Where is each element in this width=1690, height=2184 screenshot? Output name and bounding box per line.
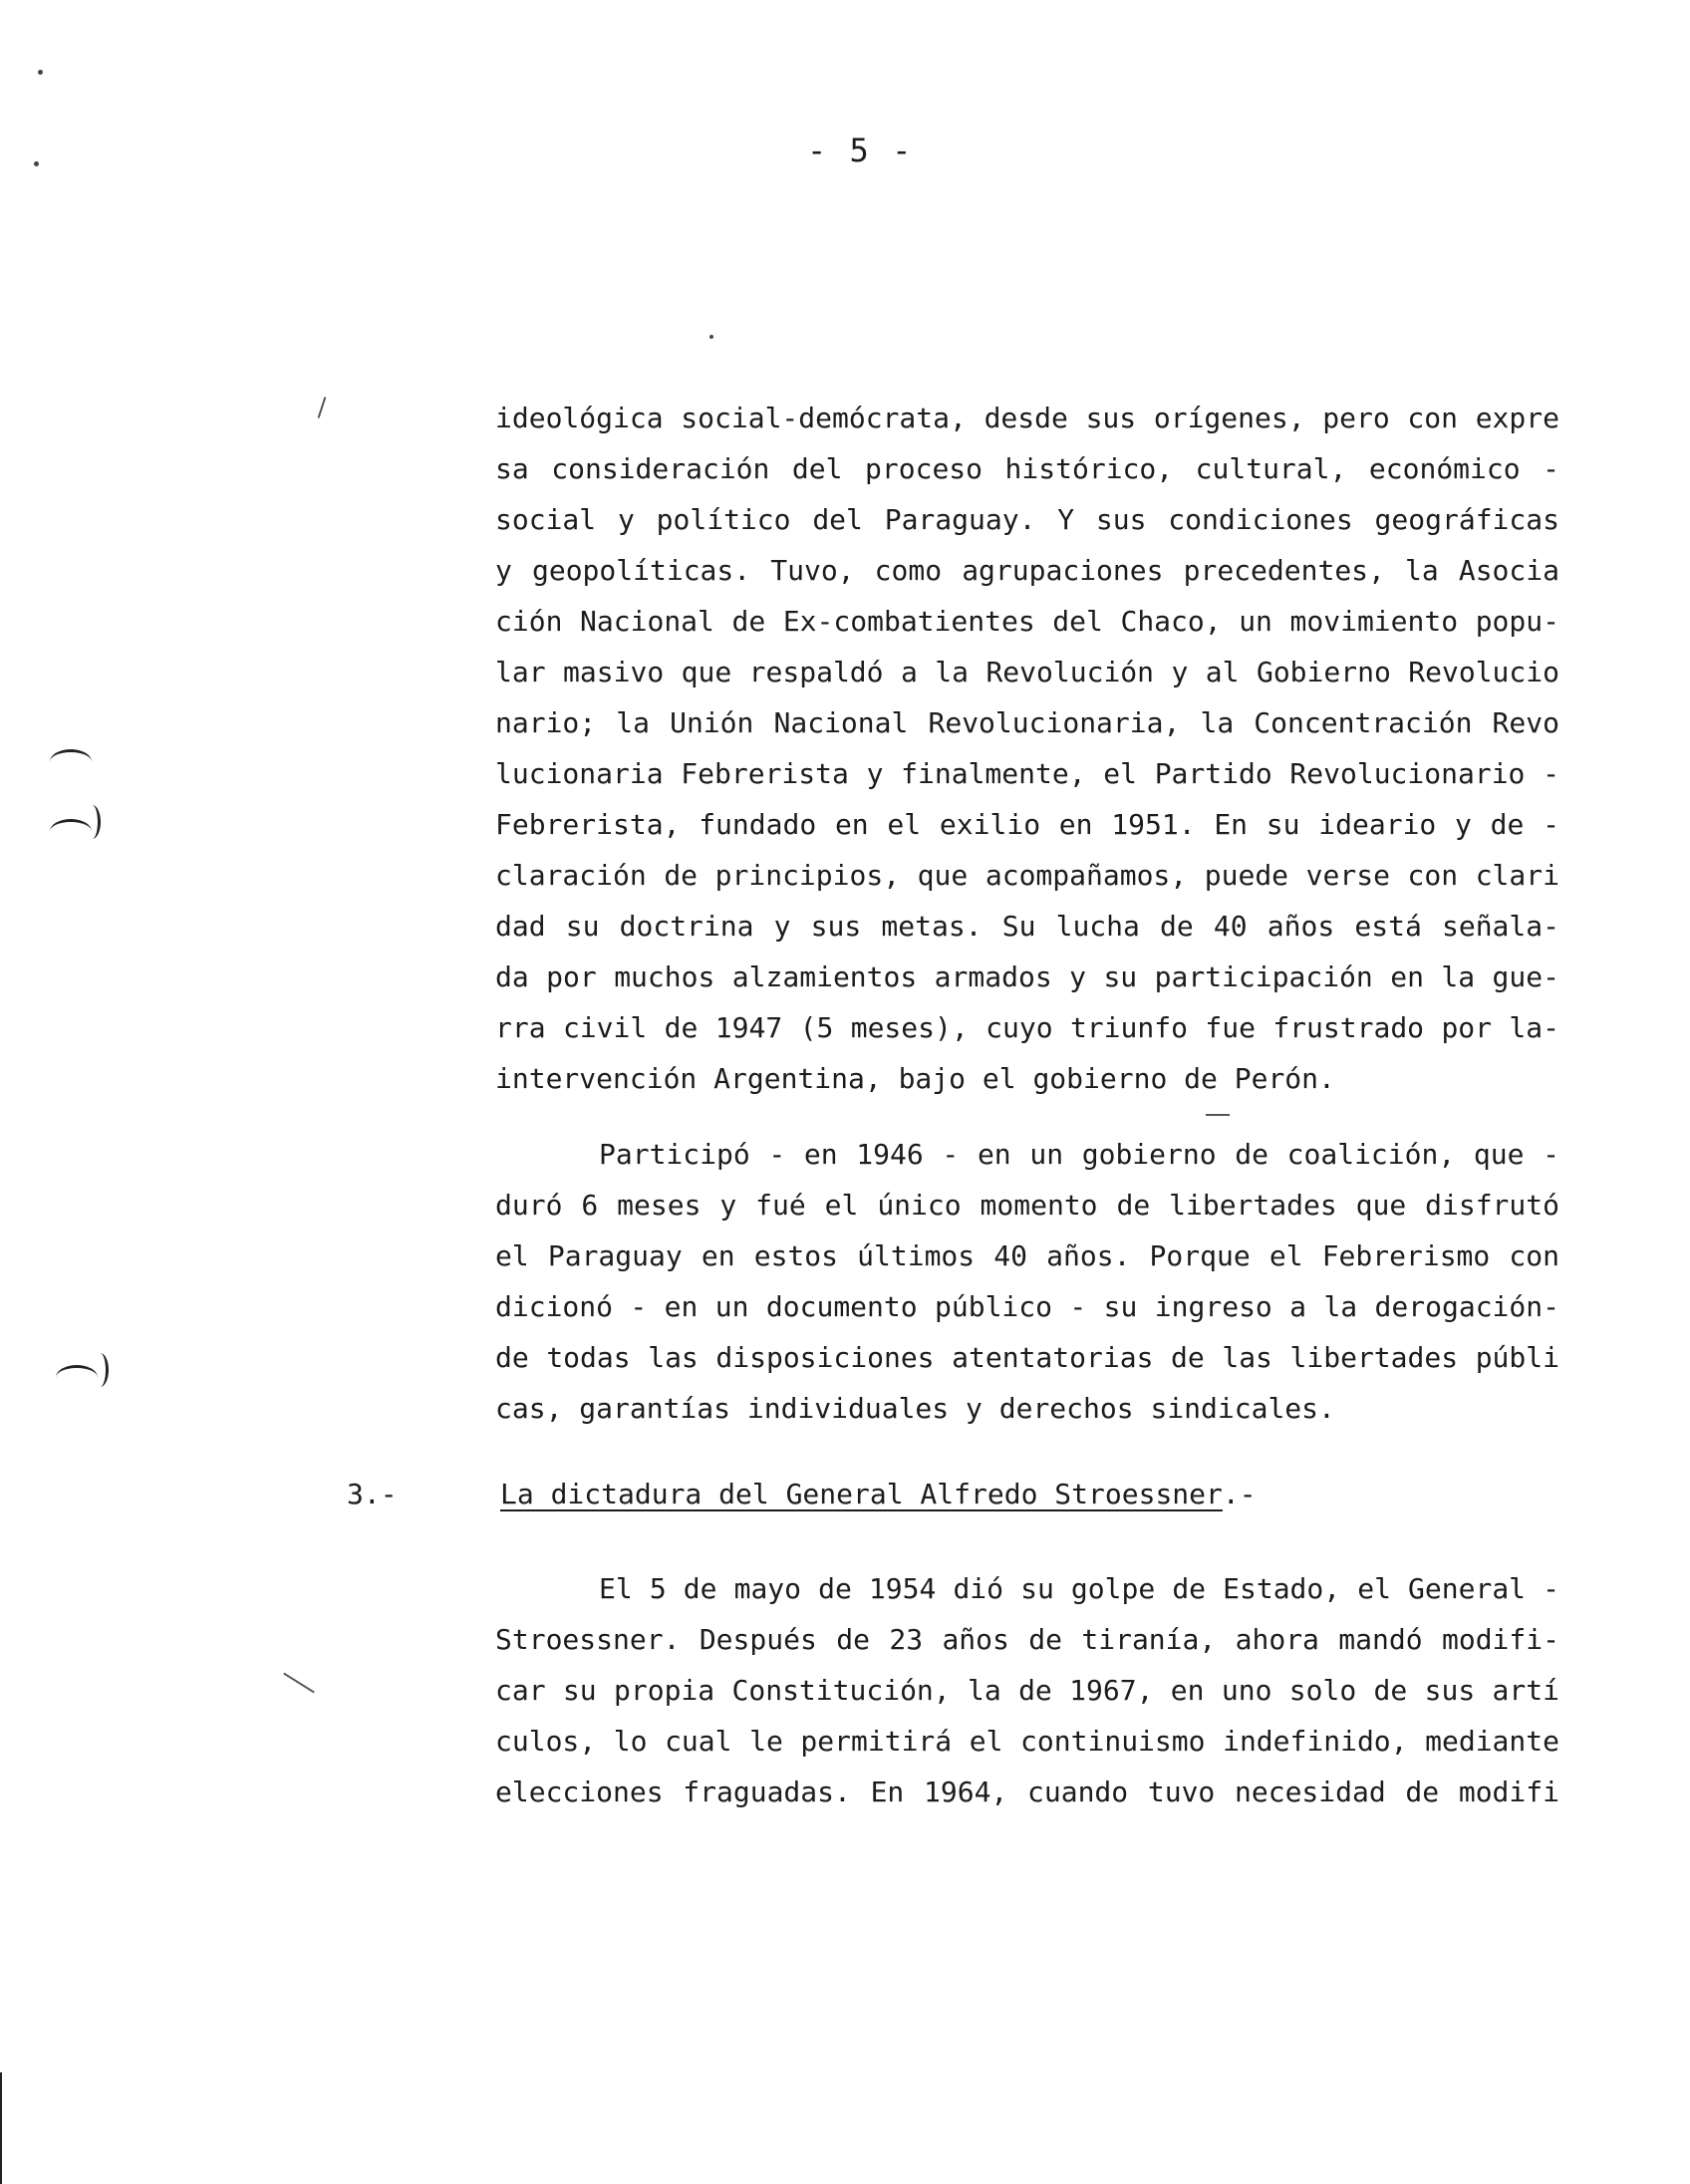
- scan-speck: [709, 335, 713, 339]
- text-line: rra civil de 1947 (5 meses), cuyo triunfo fue frustrado por la-: [495, 1011, 1559, 1044]
- scan-mark: [1206, 1114, 1230, 1116]
- text-line: ideológica social-demócrata, desde sus orígenes, pero con expre: [495, 402, 1559, 434]
- text-line: de todas las disposiciones atentatorias de las libertades públi: [495, 1341, 1559, 1374]
- scan-mark: [92, 1353, 109, 1387]
- section-heading: [500, 1469, 1257, 1519]
- text-line: intervención Argentina, bajo el gobierno de Perón.: [495, 1062, 1335, 1095]
- text-line: claración de principios, que acompañamos, puede verse con clari: [495, 859, 1559, 892]
- text-line: social y político del Paraguay. Y sus condiciones geográficas: [495, 503, 1559, 536]
- text-line: sa consideración del proceso histórico, cultural, económico -: [495, 452, 1559, 485]
- text-line: Stroessner. Después de 23 años de tiranía, ahora mandó modifi-: [495, 1623, 1559, 1656]
- text-line: da por muchos alzamientos armados y su participación en la gue-: [495, 960, 1559, 993]
- text-line: dicionó - en un documento público - su ingreso a la derogación-: [495, 1290, 1559, 1323]
- text-line: cas, garantías individuales y derechos sindicales.: [495, 1392, 1335, 1425]
- section-title-suffix: .-: [1222, 1478, 1257, 1510]
- text-line: lar masivo que respaldó a la Revolución y al Gobierno Revolucio: [495, 656, 1559, 688]
- text-line: duró 6 meses y fué el único momento de libertades que disfrutó: [495, 1189, 1559, 1222]
- page-number: - 5 -: [807, 132, 914, 169]
- paragraph-1: [495, 393, 1559, 1104]
- scan-mark: [318, 397, 327, 418]
- text-line: El 5 de mayo de 1954 dió su golpe de Estado, el General -: [599, 1572, 1559, 1605]
- paragraph-3: [495, 1563, 1559, 1817]
- text-line: Participó - en 1946 - en un gobierno de coalición, que -: [599, 1138, 1559, 1171]
- scan-mark: [50, 749, 92, 774]
- text-line: elecciones fraguadas. En 1964, cuando tuvo necesidad de modifi: [495, 1775, 1559, 1808]
- scan-speck: [34, 161, 39, 166]
- text-line: ción Nacional de Ex-combatientes del Chaco, un movimiento popu-: [495, 605, 1559, 638]
- text-line: culos, lo cual le permitirá el continuismo indefinido, mediante: [495, 1725, 1559, 1758]
- text-line: dad su doctrina y sus metas. Su lucha de 40 años está señala-: [495, 910, 1559, 943]
- text-line: car su propia Constitución, la de 1967, en uno solo de sus artí: [495, 1674, 1559, 1707]
- scan-mark: [84, 805, 101, 839]
- text-line: y geopolíticas. Tuvo, como agrupaciones precedentes, la Asocia: [495, 554, 1559, 587]
- section-title: La dictadura del General Alfredo Stroessner: [500, 1478, 1223, 1510]
- paragraph-2: [495, 1129, 1559, 1434]
- section-number: 3.-: [347, 1478, 398, 1510]
- text-line: el Paraguay en estos últimos 40 años. Porque el Febrerismo con: [495, 1239, 1559, 1272]
- scan-speck: [38, 70, 43, 75]
- text-line: Febrerista, fundado en el exilio en 1951. En su ideario y de -: [495, 808, 1559, 841]
- scan-mark: [283, 1673, 315, 1694]
- scan-mark: [0, 2072, 2, 2184]
- text-line: lucionaria Febrerista y finalmente, el Partido Revolucionario -: [495, 757, 1559, 790]
- text-line: nario; la Unión Nacional Revolucionaria, la Concentración Revo: [495, 706, 1559, 739]
